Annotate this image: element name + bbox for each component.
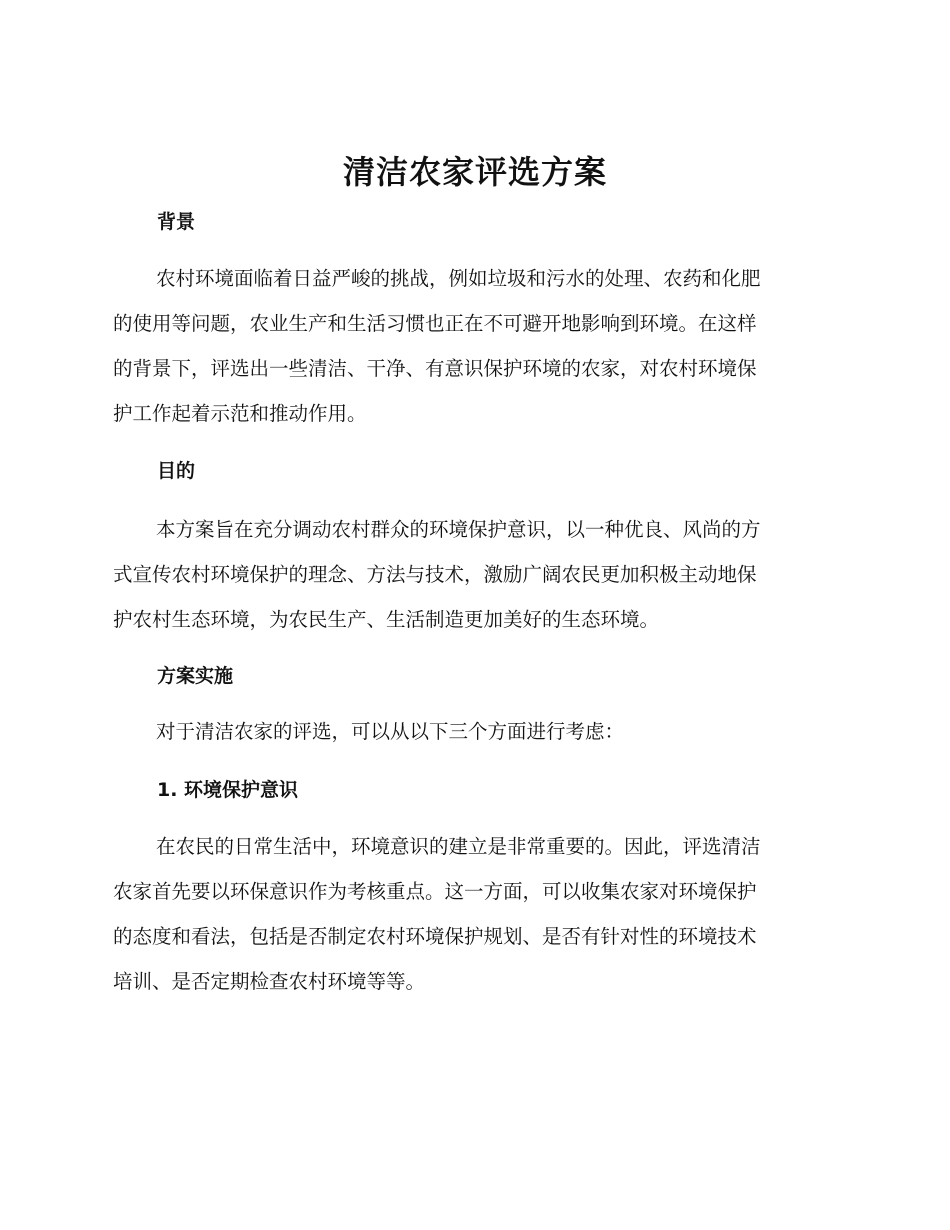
section-heading-purpose: 目的: [157, 460, 196, 482]
paragraph-line: 培训、是否定期检查农村环境等等。: [113, 970, 426, 993]
section-paragraph-background: [113, 256, 837, 436]
paragraph-line: 式宣传农村环境保护的理念、方法与技术，激励广阔农民更加积极主动地保: [113, 563, 757, 586]
paragraph-line: 的背景下，评选出一些清洁、干净、有意识保护环境的农家，对农村环境保: [113, 357, 757, 380]
paragraph-line: 本方案旨在充分调动农村群众的环境保护意识，以一种优良、风尚的方: [156, 518, 761, 541]
section-paragraph-purpose: [113, 507, 837, 642]
paragraph-line: 的使用等问题，农业生产和生活习惯也正在不可避开地影响到环境。在这样: [113, 312, 757, 335]
paragraph-line: 在农民的日常生活中，环境意识的建立是非常重要的。因此，评选清洁: [156, 835, 761, 858]
section-paragraph-implementation: [113, 709, 837, 754]
paragraph-line: 农家首先要以环保意识作为考核重点。这一方面，可以收集农家对环境保护: [113, 880, 757, 903]
paragraph-line: 对于清洁农家的评选，可以从以下三个方面进行考虑：: [156, 720, 625, 743]
section-paragraph-environmental-awareness: [113, 824, 837, 1004]
document-title: 清洁农家评选方案: [342, 153, 607, 191]
section-heading-implementation: 方案实施: [157, 665, 234, 687]
section-heading-environmental-awareness: 1. 环境保护意识: [157, 779, 299, 801]
section-heading-background: 背景: [157, 211, 196, 233]
paragraph-line: 的态度和看法，包括是否制定农村环境保护规划、是否有针对性的环境技术: [113, 925, 757, 948]
paragraph-line: 护工作起着示范和推动作用。: [113, 402, 367, 425]
paragraph-line: 农村环境面临着日益严峻的挑战，例如垃圾和污水的处理、农药和化肥: [156, 267, 761, 290]
paragraph-line: 护农村生态环境，为农民生产、生活制造更加美好的生态环境。: [113, 608, 660, 631]
